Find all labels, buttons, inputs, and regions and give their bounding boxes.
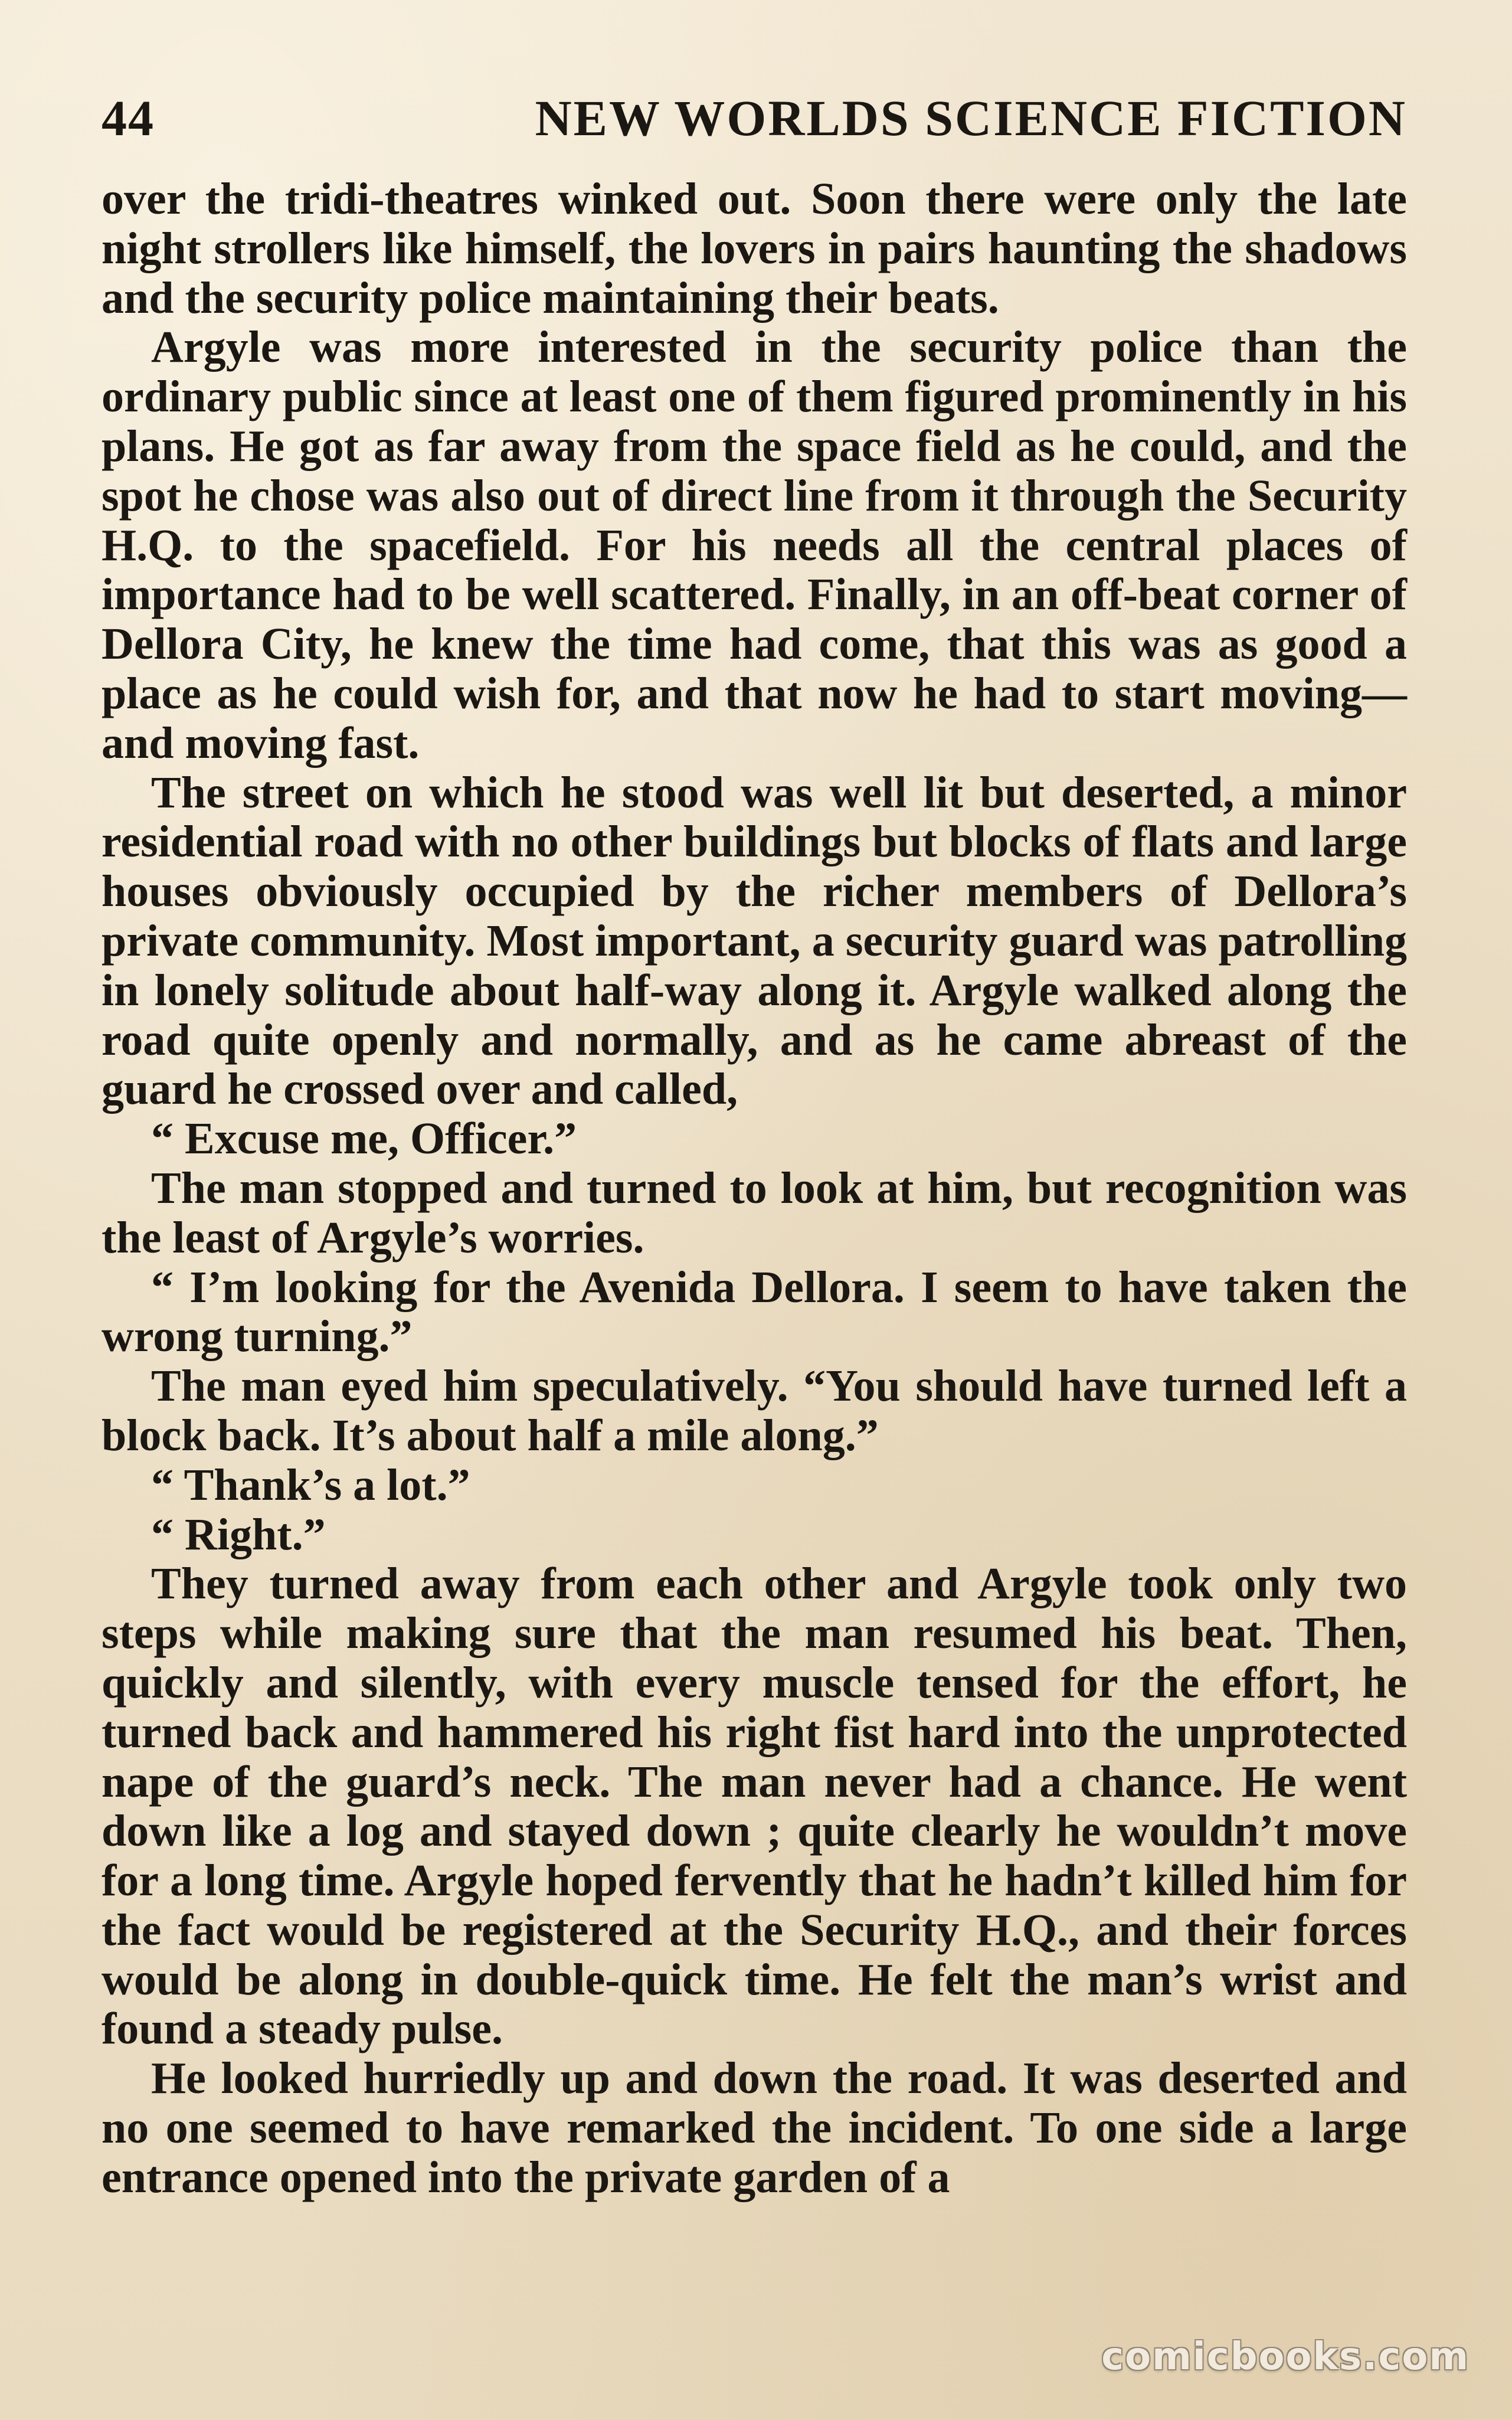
page-number: 44 [102, 90, 155, 146]
story-text [102, 175, 1407, 2203]
paragraph-7: The man eyed him speculatively. “You should have turned left a block back. It’s about half a mile along.” [102, 1361, 1407, 1460]
paragraph-9: “ Right.” [151, 1509, 326, 1559]
page-header [102, 89, 1407, 159]
paragraph-11: He looked hurriedly up and down the road. It was deserted and no one seemed to have remarked the incident. To one side a large entrance opened into the private garden of a [102, 2053, 1407, 2202]
book-page [102, 89, 1407, 2203]
paragraph-8: “ Thank’s a lot.” [151, 1460, 470, 1510]
paragraph-10: They turned away from each other and Argyle took only two steps while making sure that the man resumed his beat. Then, quickly and silently, with every muscle tensed for the effort, he turned back and hammered his right fist hard into the unprotected nape of the guard’s neck. The man never had a chance. He went down like a log and stayed down ; quite clearly he wouldn’t move for a long time. Argyle hoped fervently that he hadn’t killed him for the fact would be registered at the Security H.Q., and their forces would be along in double-quick time. He felt the man’s wrist and found a steady pulse. [102, 1559, 1407, 2054]
paragraph-3: The street on which he stood was well lit but deserted, a minor residential road with no other buildings but blocks of flats and large houses obviously occupied by the richer members of Dellora’s private community. Most important, a security guard was patrolling in lonely solitude about half-way along it. Argyle walked along the road quite openly and normally, and as he came abreast of the guard he crossed over and called, [102, 767, 1407, 1114]
paragraph-5: The man stopped and turned to look at him, but recognition was the least of Argyle’s worries. [102, 1163, 1407, 1263]
paragraph-2: Argyle was more interested in the security police than the ordinary public since at least one of them figured prominently in his plans. He got as far away from the space field as he could, and the spot he chose was also out of direct line from it through the Security H.Q. to the spacefield. For his needs all the central places of importance had to be well scattered. Finally, in an off-beat corner of Dellora City, he knew the time had come, that this was as good a place as he could wish for, and that now he had to start moving—and moving fast. [102, 322, 1407, 768]
paragraph-4: “ Excuse me, Officer.” [151, 1114, 577, 1164]
site-watermark: comicbooks.com [1101, 2335, 1470, 2379]
paragraph-1: over the tridi-theatres winked out. Soon there were only the late night strollers like himself, the lovers in pairs haunting the shadows and the security police maintaining their beats. [102, 174, 1407, 323]
running-title: NEW WORLDS SCIENCE FICTION [535, 90, 1407, 146]
paragraph-6: “ I’m looking for the Avenida Dellora. I seem to have taken the wrong turning.” [102, 1262, 1407, 1362]
